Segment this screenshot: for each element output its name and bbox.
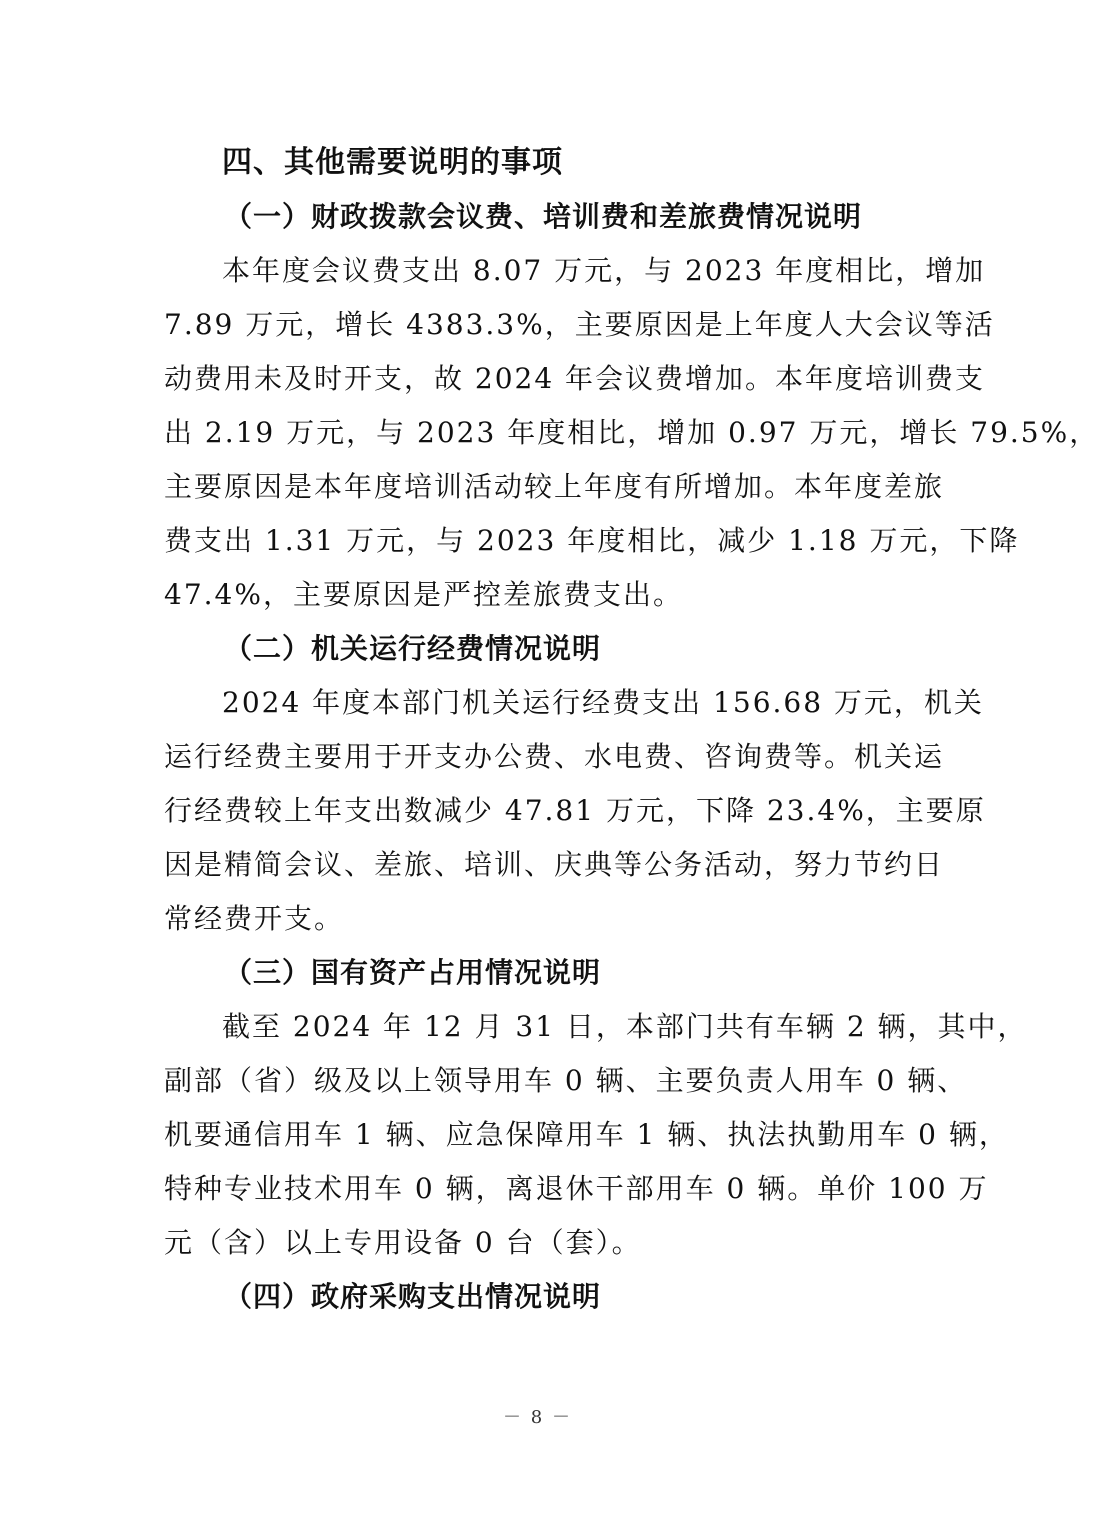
text-line: 7.89 万元，增长 4383.3%，主要原因是上年度人大会议等活	[164, 308, 995, 341]
paragraph-meeting-training-travel	[164, 244, 1099, 622]
text-line: 47.4%，主要原因是严控差旅费支出。	[164, 578, 683, 611]
subsection-title-government-procurement: （四）政府采购支出情况说明	[224, 1280, 602, 1313]
text-line: 因是精简会议、差旅、培训、庆典等公务活动，努力节约日	[164, 848, 945, 881]
text-line: 动费用未及时开支，故 2024 年会议费增加。本年度培训费支	[164, 362, 986, 395]
section-heading: 四、其他需要说明的事项	[222, 145, 563, 180]
subsection-title-operating-expenses: （二）机关运行经费情况说明	[224, 632, 602, 665]
text-line: 元（含）以上专用设备 0 台（套）。	[164, 1226, 642, 1259]
subsection-title-meeting-training-travel: （一）财政拨款会议费、培训费和差旅费情况说明	[224, 200, 863, 233]
text-line: 出 2.19 万元，与 2023 年度相比，增加 0.97 万元，增长 79.5%，	[164, 416, 1099, 449]
text-line: 行经费较上年支出数减少 47.81 万元，下降 23.4%，主要原	[164, 794, 986, 827]
subsection-title-state-assets: （三）国有资产占用情况说明	[224, 956, 602, 989]
text-line: 截至 2024 年 12 月 31 日，本部门共有车辆 2 辆，其中，	[222, 1010, 1028, 1043]
text-line: 2024 年度本部门机关运行经费支出 156.68 万元，机关	[222, 686, 984, 719]
text-line: 运行经费主要用于开支办公费、水电费、咨询费等。机关运	[164, 740, 945, 773]
text-line: 费支出 1.31 万元，与 2023 年度相比，减少 1.18 万元，下降	[164, 524, 1020, 557]
text-line: 本年度会议费支出 8.07 万元，与 2023 年度相比，增加	[222, 254, 986, 287]
paragraph-operating-expenses	[164, 676, 986, 946]
text-line: 特种专业技术用车 0 辆，离退休干部用车 0 辆。单价 100 万	[164, 1172, 989, 1205]
paragraph-state-assets	[164, 1000, 1028, 1270]
text-line: 副部（省）级及以上领导用车 0 辆、主要负责人用车 0 辆、	[164, 1064, 968, 1097]
page-number: － 8 －	[503, 1407, 572, 1428]
document-body	[164, 136, 1099, 1324]
text-line: 机要通信用车 1 辆、应急保障用车 1 辆、执法执勤用车 0 辆，	[164, 1118, 1009, 1151]
text-line: 常经费开支。	[164, 902, 345, 935]
text-line: 主要原因是本年度培训活动较上年度有所增加。本年度差旅	[164, 470, 945, 503]
